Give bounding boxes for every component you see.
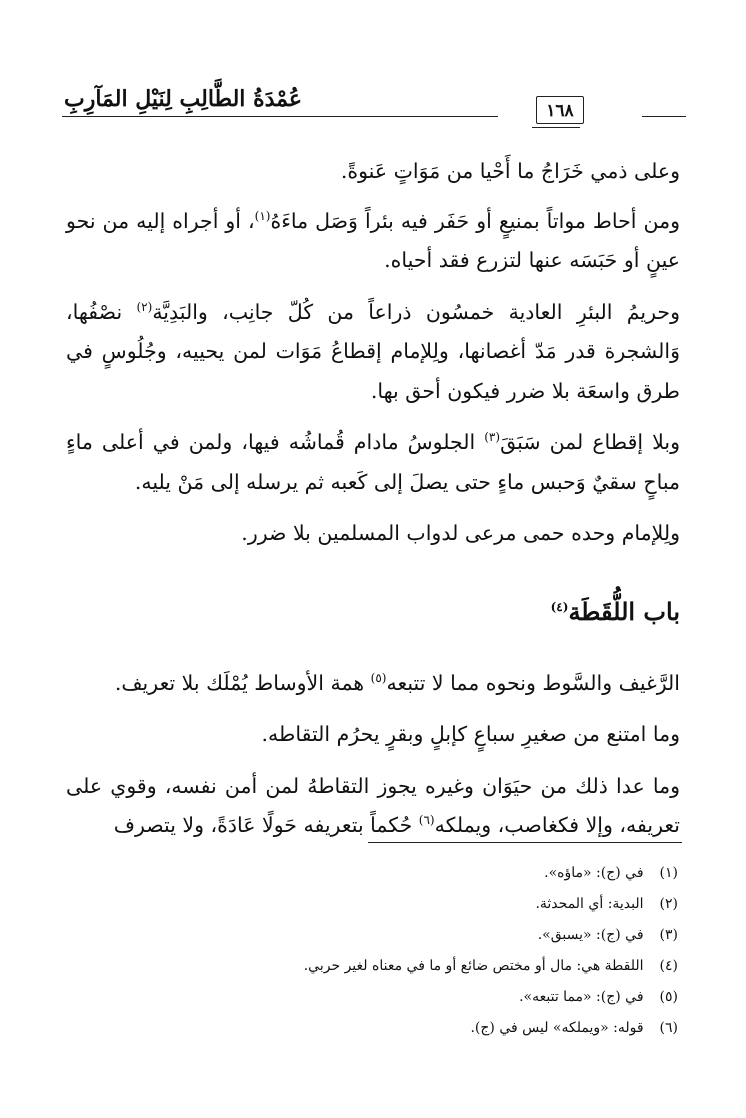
section-heading	[66, 592, 680, 632]
paragraph-7	[66, 715, 680, 755]
paragraph-text: ولِلإمام وحده حمى مرعى لدواب المسلمين بلا ضرر.	[241, 521, 680, 545]
paragraph-text: حُكماً بتعريفه حَولًا عَادَةً، ولا يتصرف	[113, 813, 419, 837]
footnote-number: (١)	[659, 865, 678, 881]
footnote-number: (٤)	[659, 958, 678, 974]
paragraph-text: وبلا إقطاع لمن سَبَقَ	[500, 430, 680, 454]
footnote-6	[200, 1013, 678, 1044]
footnote-number: (٢)	[659, 896, 678, 912]
footnote-3	[200, 920, 678, 951]
footnote-marker-4[interactable]: (٤)	[550, 599, 569, 614]
footnote-text: اللقطة هي: مال أو مختص ضائع أو ما في معناه لغير حربي.	[303, 958, 644, 974]
footnote-number: (٥)	[659, 989, 678, 1005]
footnote-1	[200, 858, 678, 889]
footnote-text: قوله: «ويملكه» ليس في (ج).	[470, 1020, 644, 1036]
footnote-5	[200, 982, 678, 1013]
footnote-text: في (ج): «مما تتبعه».	[519, 989, 644, 1005]
header-rule-right	[642, 116, 686, 117]
paragraph-1	[66, 152, 680, 192]
paragraph-text: همة الأوساط يُمْلَك بلا تعريف.	[114, 670, 371, 695]
paragraph-2	[66, 202, 680, 281]
footnote-number: (٦)	[659, 1020, 678, 1036]
paragraph-4	[66, 423, 680, 502]
paragraph-8	[66, 767, 680, 846]
footnote-marker-5[interactable]: (٥)	[370, 670, 387, 685]
paragraph-text: نصْفُها، وَالشجرة قدر مَدّ أغصانها، ولِلإمام إقطاعُ مَوَات لمن يحييه، وجُلُوسٍ في طرق واسعَة بلا ضرر فيكون أحق بها.	[66, 299, 680, 403]
section-heading-text: باب اللُّقَطَة	[568, 596, 680, 626]
footnote-marker-3[interactable]: (٣)	[484, 430, 501, 445]
paragraph-text: وعلى ذمي خَرَاجُ ما أَحْيا من مَوَاتٍ عَنوةً.	[340, 159, 680, 183]
paragraph-text: الجلوسُ مادام قُماشُه فيها، ولمن في أعلى ماءٍ مباحٍ سقيٌ وَحبس ماءٍ حتى يصلَ إلى كَعبه ثم يرسله إلى مَنْ يليه.	[66, 430, 680, 494]
footnote-separator	[368, 842, 682, 843]
paragraph-text: ومن أحاط مواتاً بمنيعٍ أو حَفَر فيه بئراً وَصَل ماءَهُ	[270, 208, 680, 233]
running-header	[60, 82, 686, 124]
page-number: ١٦٨	[536, 96, 584, 124]
book-title: عُمْدَةُ الطَّالِبِ لِنَيْلِ المَآرِبِ	[64, 86, 302, 112]
paragraph-text: وحريمُ البئرِ العادية خمسُون ذراعاً من كُلّ جانِب، والبَدِيَّة	[152, 299, 680, 324]
paragraph-text: وما عدا ذلك من حيَوَان وغيره يجوز التقاطهُ لمن أمن نفسه، وقوي على تعريفه، وإلا فكغاصب، ويملكه	[66, 773, 680, 837]
footnote-text: البدية: أي المحدثة.	[535, 896, 644, 912]
paragraph-text: وما امتنع من صغيرِ سباعٍ كإبلٍ وبقرٍ يحرُم التقاطه.	[261, 722, 680, 746]
footnote-text: في (ج): «ماؤه».	[544, 865, 644, 881]
paragraph-6	[66, 664, 680, 704]
main-text	[66, 152, 680, 858]
paragraph-text: ، أو أجراه إليه من نحو عينٍ أو حَبَسَه عنها لتزرع فقد أحياه.	[66, 208, 680, 272]
footnote-marker-1[interactable]: (١)	[254, 208, 271, 223]
footnotes	[200, 858, 678, 1044]
footnote-2	[200, 889, 678, 920]
footnote-marker-6[interactable]: (٦)	[418, 813, 435, 828]
footnote-4	[200, 951, 678, 982]
header-rule-left	[62, 116, 498, 117]
footnote-marker-2[interactable]: (٢)	[136, 299, 153, 314]
footnote-number: (٣)	[659, 927, 678, 943]
paragraph-text: الرَّغيف والسَّوط ونحوه مما لا تتبعه	[386, 670, 680, 695]
paragraph-5	[66, 514, 680, 554]
footnote-text: في (ج): «يسبق».	[537, 927, 644, 943]
paragraph-3	[66, 293, 680, 412]
